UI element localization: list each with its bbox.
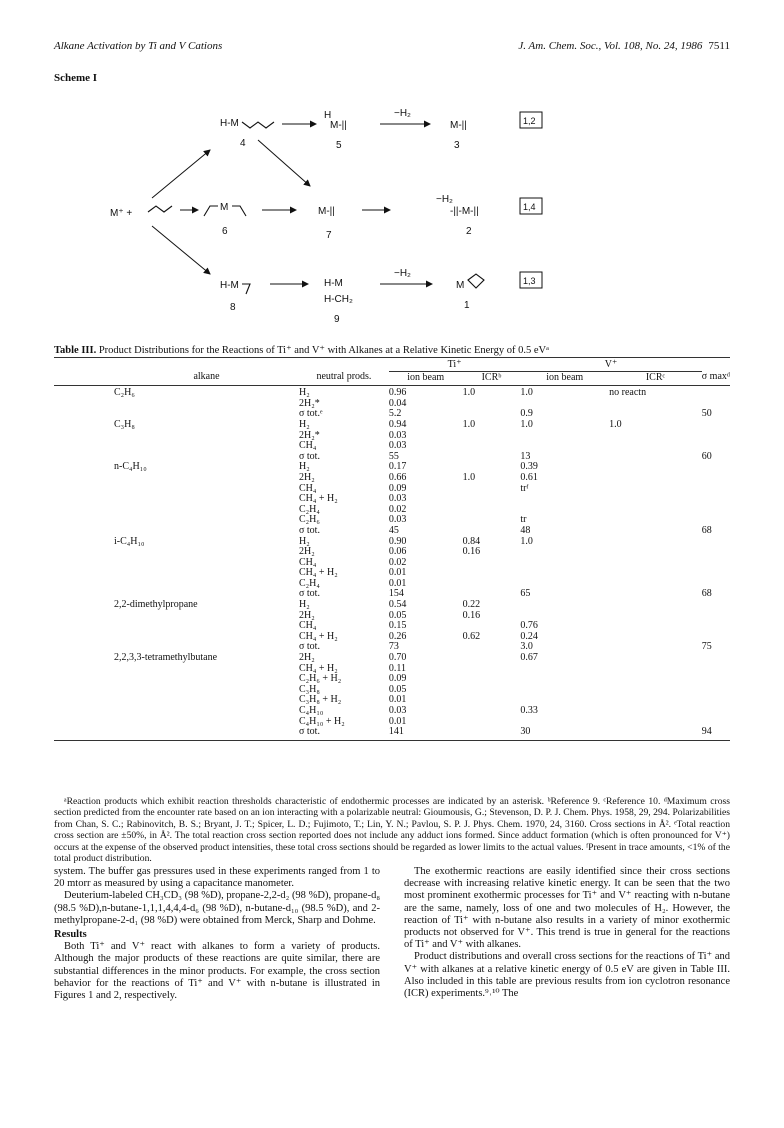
running-title: Alkane Activation by Ti and V Cations [54,40,223,52]
struct-7: M-|| [318,206,335,217]
arrow-to-8 [152,226,210,274]
cell-v-icr [609,515,702,526]
col-header-neutral-prods: neutral prods. [299,371,389,386]
compound-number-3: 3 [454,140,460,151]
cell-v-icr [609,526,702,537]
struct-3: M-|| [450,120,467,131]
cell-v-ion-beam: 65 [520,588,531,600]
cell-ti-ion-beam: 0.05 [388,683,407,695]
cell-ti-icr [463,695,521,706]
cell-neutral-prod: C₄H₁₀ [299,705,324,716]
cell-sigma-max: 75 [701,641,712,653]
cell-v-icr [609,706,702,717]
cell-v-icr [609,399,702,410]
cell-sigma-max [702,685,730,696]
cell-ti-icr [463,568,521,579]
cell-neutral-prod: C₂H₆ + H₂ [299,673,342,685]
cell-v-ion-beam: 1.0 [520,535,533,547]
cell-ti-icr [463,664,521,675]
cell-alkane [54,484,299,495]
cell-ti-ion-beam: 0.03 [388,705,407,716]
struct-6-right [232,206,246,216]
paragraph: Product distributions and overall cross sections for the reactions of Ti⁺ and V⁺ with alkanes at a relative kinetic energy of 0.5 eV are given in Table III. Also included in this table are previous results from ion cyclotron resonance (ICR) experiments.⁹˒¹⁰ The [404,951,730,1000]
struct-8: H-M [220,280,239,291]
cell-sigma-max [702,611,730,622]
cell-sigma-max [702,600,730,611]
cell-sigma-max [702,568,730,579]
cell-v-ion-beam [520,505,609,516]
cell-alkane [54,674,299,685]
cell-v-icr [609,441,702,452]
cell-ti-ion-beam: 0.11 [388,662,407,674]
cell-neutral-prod: σ tot.ᵉ [299,408,323,420]
cell-alkane [54,526,299,537]
cell-sigma-max [702,674,730,685]
cell-alkane: i-C₄H₁₀ [114,535,145,547]
cell-ti-icr: 0.16 [462,609,481,621]
cell-v-ion-beam: trᶠ [520,482,529,494]
cell-v-ion-beam [520,685,609,696]
cell-v-ion-beam [520,579,609,590]
cell-neutral-prod: 2H₂* [299,429,320,441]
cell-ti-icr: 0.16 [462,546,481,558]
cell-v-icr [609,558,702,569]
col-header-v-ion-beam: ion beam [520,371,609,386]
cell-sigma-max [702,505,730,516]
cell-v-ion-beam [520,494,609,505]
table-caption-text: Product Distributions for the Reactions of Ti⁺ and V⁺ with Alkanes at a Relative Kinetic Energy of 0.5 eVᵃ [96,345,549,356]
cell-v-ion-beam [520,547,609,558]
cell-neutral-prod: H₂ [299,461,310,473]
cell-neutral-prod: CH₄ [299,482,317,494]
cell-ti-ion-beam: 0.01 [388,694,407,706]
cell-alkane: n-C₄H₁₀ [114,461,147,473]
cell-v-ion-beam [520,664,609,675]
cell-alkane [54,409,299,420]
cell-ti-icr: 0.62 [462,630,481,642]
cell-alkane [54,558,299,569]
table-row [54,420,730,431]
cell-sigma-max [702,473,730,484]
cell-v-ion-beam: 0.9 [520,408,533,420]
cell-neutral-prod: CH₄ + H₂ [299,662,338,674]
cell-neutral-prod: H₂ [299,599,310,611]
table-row [54,706,730,717]
cell-v-icr [609,494,702,505]
cell-neutral-prod: H₂ [299,535,310,547]
cell-sigma-max [702,431,730,442]
cell-neutral-prod: σ tot. [299,524,320,536]
cell-ti-icr [463,674,521,685]
cell-ti-icr: 0.84 [462,535,481,547]
cell-ti-icr [463,399,521,410]
page-number: 7511 [708,40,730,52]
product-distribution-table [54,358,730,741]
cell-alkane [54,717,299,728]
cell-neutral-prod: σ tot. [299,641,320,653]
cell-v-ion-beam: 0.61 [520,471,538,483]
cell-ti-icr [463,505,521,516]
cell-v-icr [609,611,702,622]
cell-v-icr [609,505,702,516]
cell-ti-ion-beam: 0.01 [388,577,407,589]
butane-chain [148,206,172,212]
cell-alkane [54,579,299,590]
table-row [54,473,730,484]
cell-neutral-prod: CH₄ [299,556,317,568]
struct-9-bottom: H-CH₂ [324,294,353,305]
struct-6-left [204,206,218,216]
cell-alkane [54,685,299,696]
running-header [54,40,730,52]
cell-ti-icr [463,579,521,590]
cell-sigma-max [702,664,730,675]
cell-ti-ion-beam: 0.01 [388,567,407,579]
cell-alkane [54,515,299,526]
cell-ti-ion-beam: 0.05 [388,609,407,621]
cell-v-ion-beam: 1.0 [520,418,533,430]
cell-v-ion-beam: 0.76 [520,620,538,632]
cell-v-icr [609,431,702,442]
cell-ti-icr: 1.0 [462,387,476,399]
cell-neutral-prod: CH₄ + H₂ [299,567,338,579]
compound-number-9: 9 [334,314,340,325]
loss-h2-label-1: −H₂ [394,108,411,119]
paragraph: Both Ti⁺ and V⁺ react with alkanes to form a variety of products. Although the major products of these reactions are quite similar, there are substantial differences in the minor products. For example, the cross section behavior for the reactions of Ti⁺ and V⁺ with n-butane is illustrated in Figures 1 and 2, respectively. [54,941,380,1002]
cell-ti-ion-beam: 0.96 [388,387,407,399]
cell-sigma-max: 68 [701,588,712,600]
cell-ti-ion-beam: 45 [388,524,399,536]
cell-v-ion-beam: 0.24 [520,630,538,642]
cell-neutral-prod: 2H₂* [299,397,320,409]
cell-ti-icr [463,558,521,569]
cell-v-ion-beam: 0.39 [520,461,538,473]
cell-alkane [54,441,299,452]
cell-ti-ion-beam: 0.66 [388,471,407,483]
cell-ti-ion-beam: 55 [388,450,399,462]
cell-v-icr [609,632,702,643]
cell-neutral-prod: CH₄ + H₂ [299,493,338,505]
table-label: Table III. [54,345,97,356]
cell-v-icr: no reactn [609,387,647,399]
journal-citation [518,40,730,52]
cell-ti-icr [463,484,521,495]
cell-ti-icr: 1.0 [462,418,476,430]
table-footnotes [54,796,730,864]
cell-sigma-max: 50 [701,408,712,420]
cell-v-ion-beam: 48 [520,524,531,536]
cell-neutral-prod: CH₄ + H₂ [299,630,338,642]
cell-ti-ion-beam: 0.01 [388,715,407,727]
cell-neutral-prod: 2H₂ [299,652,315,664]
cell-v-ion-beam: 0.33 [520,705,538,716]
cell-v-icr [609,579,702,590]
cell-alkane [54,494,299,505]
cell-v-ion-beam [520,568,609,579]
table-body [54,386,730,741]
cell-sigma-max [702,621,730,632]
table-caption [54,344,730,356]
compound-number-6: 6 [222,226,228,237]
cell-ti-ion-beam: 0.04 [388,397,407,409]
cell-alkane [54,473,299,484]
cell-ti-ion-beam: 0.09 [388,673,407,685]
cell-sigma-max [702,386,730,399]
cell-v-icr [609,717,702,728]
cell-ti-ion-beam: 0.03 [388,429,407,441]
cell-v-icr [609,589,702,600]
cell-ti-ion-beam: 0.54 [388,599,407,611]
paragraph: The exothermic reactions are easily identified since their cross sections decrease with increasing relative kinetic energy. It can be seen that the two most prominent exothermic processes for Ti⁺ and V⁺ reacting with n-butane are the same, namely, loss of one and two molecules of H₂. However, the reaction of Ti⁺ with n-butane also results in a variety of minor exothermic products not observed for V⁺. This trend is true in general for the reactions of Ti⁺ and V⁺ with alkanes. [404,866,730,951]
cell-ti-icr [463,431,521,442]
cell-ti-icr [463,526,521,537]
cell-v-ion-beam: 3.0 [520,641,533,653]
cell-ti-icr [463,653,521,664]
cell-v-ion-beam [520,441,609,452]
cell-v-icr [609,452,702,463]
struct-4-chain [242,122,274,128]
cell-v-icr [609,473,702,484]
paragraph: system. The buffer gas pressures used in these experiments ranged from 1 to 20 mtorr as measured by using a capacitance manometer. [54,866,380,890]
cell-v-icr [609,409,702,420]
table-row [54,727,730,740]
group-header-v: V⁺ [520,358,701,371]
cell-v-ion-beam [520,431,609,442]
cell-ti-icr [463,727,521,740]
cell-ti-icr [463,515,521,526]
cell-ti-ion-beam: 0.09 [388,482,407,494]
cell-v-ion-beam [520,717,609,728]
cell-ti-ion-beam: 0.90 [388,535,407,547]
table-column-header-row [54,371,730,386]
cell-neutral-prod: C₂H₆ [299,514,320,526]
cell-ti-icr [463,717,521,728]
table-row [54,526,730,537]
cell-sigma-max [702,547,730,558]
cell-ti-ion-beam: 141 [389,727,463,740]
cell-v-ion-beam: tr [520,514,527,526]
cell-ti-ion-beam: 0.06 [388,546,407,558]
struct-9-top: H-M [324,278,343,289]
col-header-ti-ion-beam: ion beam [389,371,463,386]
cell-ti-ion-beam: 5.2 [388,408,402,420]
cell-alkane [54,431,299,442]
cell-neutral-prod: σ tot. [299,727,389,740]
cell-ti-ion-beam: 73 [388,641,399,653]
cell-sigma-max: 68 [701,524,712,536]
cell-v-ion-beam: 1.0 [520,387,533,399]
loss-h2-label-3: −H₂ [394,268,411,279]
cell-ti-ion-beam: 0.94 [388,418,407,430]
cell-v-icr [609,664,702,675]
cell-v-icr [609,600,702,611]
cell-ti-icr [463,494,521,505]
cell-alkane [54,399,299,410]
cell-v-ion-beam [520,399,609,410]
compound-number-1: 1 [464,300,470,311]
cell-sigma-max [702,695,730,706]
group-header-ti: Ti⁺ [389,358,520,371]
cell-sigma-max: 94 [702,727,730,740]
cell-alkane [54,632,299,643]
cell-sigma-max [702,484,730,495]
cell-v-icr [609,484,702,495]
cell-ti-ion-beam: 0.70 [388,652,407,664]
cell-neutral-prod: CH₄ [299,440,317,452]
cell-v-icr [609,685,702,696]
struct-1: M [456,280,465,291]
cell-neutral-prod: C₂H₄ [299,577,320,589]
cell-neutral-prod: 2H₂ [299,471,315,483]
cell-v-icr [609,653,702,664]
cell-alkane [54,452,299,463]
cell-v-icr [609,695,702,706]
cell-v-ion-beam: 13 [520,450,531,462]
cell-sigma-max [702,537,730,548]
right-column [404,866,730,1002]
cell-alkane: 2,2,3,3-tetramethylbutane [114,652,218,664]
cell-alkane [54,695,299,706]
reactant-label: M⁺ + [110,208,133,219]
cell-ti-icr [463,706,521,717]
cell-ti-icr [463,452,521,463]
cell-neutral-prod: 2H₂ [299,609,315,621]
struct-2: -||-M-|| [450,206,479,217]
cell-neutral-prod: H₂ [299,387,310,399]
compound-number-2: 2 [466,226,472,237]
struct-4: H-M [220,118,239,129]
cell-neutral-prod: CH₄ [299,620,317,632]
cell-neutral-prod: C₂H₄ [299,503,320,515]
struct-1-ring [468,274,484,288]
cell-alkane: 2,2-dimethylpropane [114,599,198,611]
cell-ti-ion-beam: 0.03 [388,493,407,505]
struct-5-core: M-|| [330,120,347,131]
paragraph: Deuterium-labeled CH₃CD₃ (98 %D), propane-2,2-d₂ (98 %D), propane-d₈ (98.5 %D),n-butane-1,1,1,4,4,4-d₆ (98 %D), n-butane-d₁₀ (98.5 %D), and 2-methylpropane-2-d₁ (98 %D) were obtained from Merck, Sharp and Dohme. [54,890,380,926]
cell-v-icr [609,674,702,685]
cell-ti-icr [463,685,521,696]
cell-neutral-prod: σ tot. [299,450,320,462]
cell-neutral-prod: C₃H₈ + H₂ [299,694,342,706]
cell-alkane [54,621,299,632]
cell-ti-ion-beam: 0.03 [388,440,407,452]
box-1-2-label: 1,2 [523,116,536,126]
cell-v-icr [609,568,702,579]
left-column [54,866,380,1002]
reaction-scheme [90,88,590,333]
cell-v-ion-beam: 30 [520,727,609,740]
cell-sigma-max [702,494,730,505]
col-header-ti-icr: ICRᵇ [463,371,521,386]
compound-number-5: 5 [336,140,342,151]
struct-8-chain [242,284,250,294]
cell-v-icr: 1.0 [609,418,622,430]
cell-sigma-max [702,706,730,717]
cell-ti-ion-beam: 0.02 [388,556,407,568]
cell-alkane [54,727,299,740]
body-text [54,866,730,1002]
cell-sigma-max [702,420,730,431]
cell-alkane: C₂H₆ [114,387,135,399]
col-header-alkane: alkane [54,371,299,386]
cell-v-icr [609,462,702,473]
arrow-4-to-7 [258,140,310,186]
col-header-v-icr: ICRᶜ [609,371,702,386]
struct-6: M [220,202,229,213]
cell-alkane [54,611,299,622]
cell-ti-icr [463,441,521,452]
box-1-4-label: 1,4 [523,202,536,212]
cell-v-icr [609,727,702,740]
cell-neutral-prod: C₃H₈ [299,683,320,695]
cell-ti-ion-beam: 0.17 [388,461,407,473]
cell-alkane [54,664,299,675]
cell-ti-ion-beam: 0.03 [388,514,407,526]
cell-v-icr [609,547,702,558]
cell-ti-ion-beam: 0.26 [388,630,407,642]
cell-alkane [54,505,299,516]
section-heading-results: Results [54,929,87,941]
cell-neutral-prod: C₄H₁₀ + H₂ [299,715,345,727]
cell-ti-ion-beam: 154 [388,588,404,600]
box-1-3-label: 1,3 [523,276,536,286]
cell-alkane: C₃H₈ [114,418,135,430]
arrow-to-4 [152,150,210,198]
col-header-sigma-max: σ maxᵈ [702,371,730,386]
struct-5: H [324,110,332,121]
cell-sigma-max [702,462,730,473]
compound-number-4: 4 [240,138,246,149]
cell-v-icr [609,537,702,548]
compound-number-8: 8 [230,302,236,313]
cell-sigma-max: 60 [701,450,712,462]
cell-sigma-max [702,558,730,569]
compound-number-7: 7 [326,230,332,241]
cell-ti-icr: 0.22 [462,599,481,611]
footnote-text: ᵃReaction products which exhibit reaction thresholds characteristic of endothermic processes are indicated by an asterisk. ᵇReference 9. ᶜReference 10. ᵈMaximum cross section predicted from the encounter rate based on an ion interacting with a polarizable neutral: Gioumousis, G.; Stevenson, D. P. J. Chem. Phys. 1958, 29, 294. Polarizabilities from Chan, S. C.; Rabinovitch, B. S.; Bryant, J. T.; Spicer, L. D.; Fujimoto, T.; Lin, Y. N.; Pavlou, S. P. J. Phys. Chem. 1970, 24, 3160. Cross sections in Å². ᵉTotal reaction cross section are ±50%, in Å². The total reaction cross section reported does not include any adduct ions formed. Since adduct formation (which is often pronounced for V⁺) occurs at the expense of the observed product intensities, these total cross sections should be regarded as lower limits to the actual values. ᶠPresent in trace amounts, <1% of the total product distribution. [54,796,730,865]
cell-alkane [54,568,299,579]
scheme-title: Scheme I [54,72,98,84]
cell-v-ion-beam [520,674,609,685]
table-group-header-row [54,358,730,371]
cell-neutral-prod: H₂ [299,418,310,430]
cell-alkane [54,547,299,558]
cell-ti-icr: 1.0 [462,471,476,483]
cell-v-icr [609,621,702,632]
cell-neutral-prod: σ tot. [299,588,320,600]
cell-v-ion-beam: 0.67 [520,652,538,664]
cell-ti-icr [463,642,521,653]
cell-v-ion-beam [520,600,609,611]
table-row [54,386,730,399]
cell-sigma-max [702,653,730,664]
cell-alkane [54,706,299,717]
cell-v-icr [609,642,702,653]
cell-ti-ion-beam: 0.15 [388,620,407,632]
journal-info: J. Am. Chem. Soc., Vol. 108, No. 24, 1986 [518,40,703,52]
loss-h2-label-2: −H₂ [436,194,453,205]
cell-v-ion-beam [520,558,609,569]
cell-neutral-prod: 2H₂ [299,546,315,558]
cell-ti-ion-beam: 0.02 [388,503,407,515]
